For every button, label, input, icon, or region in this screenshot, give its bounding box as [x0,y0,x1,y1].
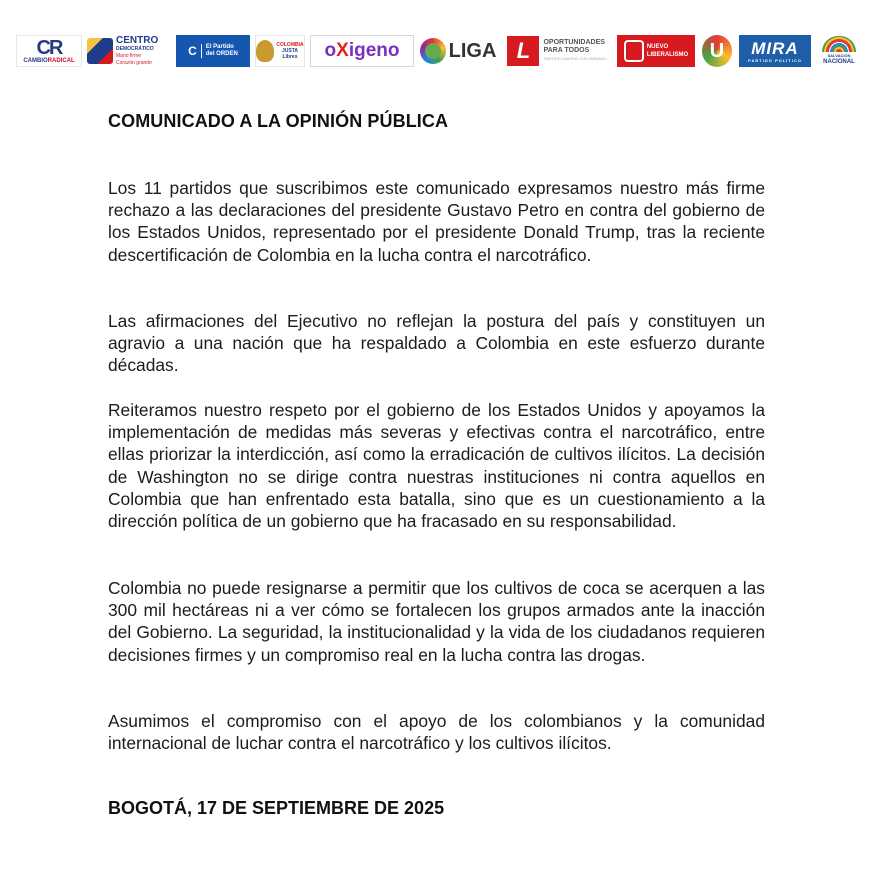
paragraph-5-text: Asumimos el compromiso con el apoyo de los colombianos y la comunidad internacional de luchar contra el narcotráfico y los cultivos ilícitos. [108,711,765,754]
nl-text-2: LIBERALISMO [646,52,689,58]
paragraph-3-text: Reiteramos nuestro respeto por el gobierno de los Estados Unidos y apoyamos la implementación de medidas más severas y efectivas contra el narcotráfico, entre ellas priorizar la interdicción, así como la erradicación de cultivos ilícitos. La decisión de Washington no se dirige contra nuestras instituciones ni contra aquellos en Colombia que han enfrentado esta batalla, sino que es un cuestionamiento a la dirección política de un gobierno que ha fracasado en su responsabilidad. [108,400,765,532]
logo-salvacion-nacional [816,35,862,67]
mira-text: MIRA [751,38,799,58]
liberal-flag-icon: L [507,36,539,66]
paragraph-3 [108,399,765,532]
logo-colombia-justa-libres [255,35,305,67]
party-logos-row [16,34,864,68]
document-title: COMUNICADO A LA OPINIÓN PÚBLICA [108,111,449,131]
logo-mira [739,35,811,67]
logo-partido-conservador [176,35,250,67]
document-date: BOGOTÁ, 17 DE SEPTIEMBRE DE 2025 [108,798,445,818]
cd-tagline-2: Corazón grande [116,59,152,66]
pc-text-2: del ORDEN [205,51,238,57]
cambio-radical-text [23,58,74,65]
paragraph-1-text: Los 11 partidos que suscribimos este comunicado expresamos nuestro más firme rechazo a las declaraciones del presidente Gustavo Petro en contra del gobierno de los Estados Unidos, representado por el presidente Donald Trump, tras la reciente descertificación de Colombia en la lucha contra el narcotráfico. [108,178,765,265]
cr-mark-text: CR [36,36,62,59]
paragraph-1 [108,177,765,266]
cd-subtitle: DEMOCRÁTICO [116,45,154,52]
paragraph-4-text: Colombia no puede resignarse a permitir que los cultivos de coca se acerquen a las 300 mil hectáreas ni a ver cómo se fortalecen los grupos armados ante la inacción del Gobierno. La seguridad, la institucionalidad y la vida de los ciudadanos requieren decisiones firmes y un compromiso real en la lucha contra las drogas. [108,578,765,665]
paragraph-4 [108,577,765,666]
ox-text-x: X [336,40,349,61]
logo-nuevo-liberalismo [617,35,695,67]
sn-text-1: SALVACIÓN [827,53,851,58]
galan-portrait-icon [624,40,644,62]
nl-text-1: NUEVO [646,44,669,50]
opt-text-1: OPORTUNIDADES [543,39,605,46]
cj-text-1: COLOMBIA [276,42,304,48]
centro-democratico-emblem-icon [87,38,113,64]
cambio-radical-mark [37,38,62,58]
logo-oxigeno [310,35,414,67]
logo-liga [419,35,497,67]
cambio-word: CAMBIO [23,57,48,64]
logo-oportunidades-para-todos [502,35,612,67]
ox-text-a: o [324,40,337,61]
sn-text-2: NACIONAL [823,59,855,65]
cj-text-2: JUSTA [281,48,298,54]
cd-tagline-1: Mano firme [116,52,142,59]
radical-word: RADICAL [47,57,75,64]
liga-ring-icon [420,38,446,64]
opt-text-2: PARA TODOS [543,47,590,54]
u-mark-icon: U [702,35,732,67]
paragraph-5 [108,710,765,754]
paragraph-2-text: Las afirmaciones del Ejecutivo no reflejan la postura del país y constituyen un agravio a una nación que ha respaldado a Colombia en este esfuerzo durante décadas. [108,311,765,376]
mira-subtitle: PARTIDO POLÍTICO [748,57,802,63]
logo-centro-democratico [87,35,171,67]
liga-text: LIGA [448,39,497,62]
logo-partido-de-la-u [700,35,734,67]
paragraph-2 [108,310,765,377]
cd-title: CENTRO [116,35,159,46]
conservador-mark: C [188,44,202,58]
rainbow-arc-icon [822,36,856,52]
cj-text-3: Libres [282,54,298,60]
logo-cambio-radical [16,35,82,67]
lion-emblem-icon [256,40,274,62]
pc-text-1: El Partido [205,44,234,50]
opt-text-3: PARTIDO LIBERAL COLOMBIANO [543,56,607,61]
ox-text-b: igeno [348,40,400,61]
